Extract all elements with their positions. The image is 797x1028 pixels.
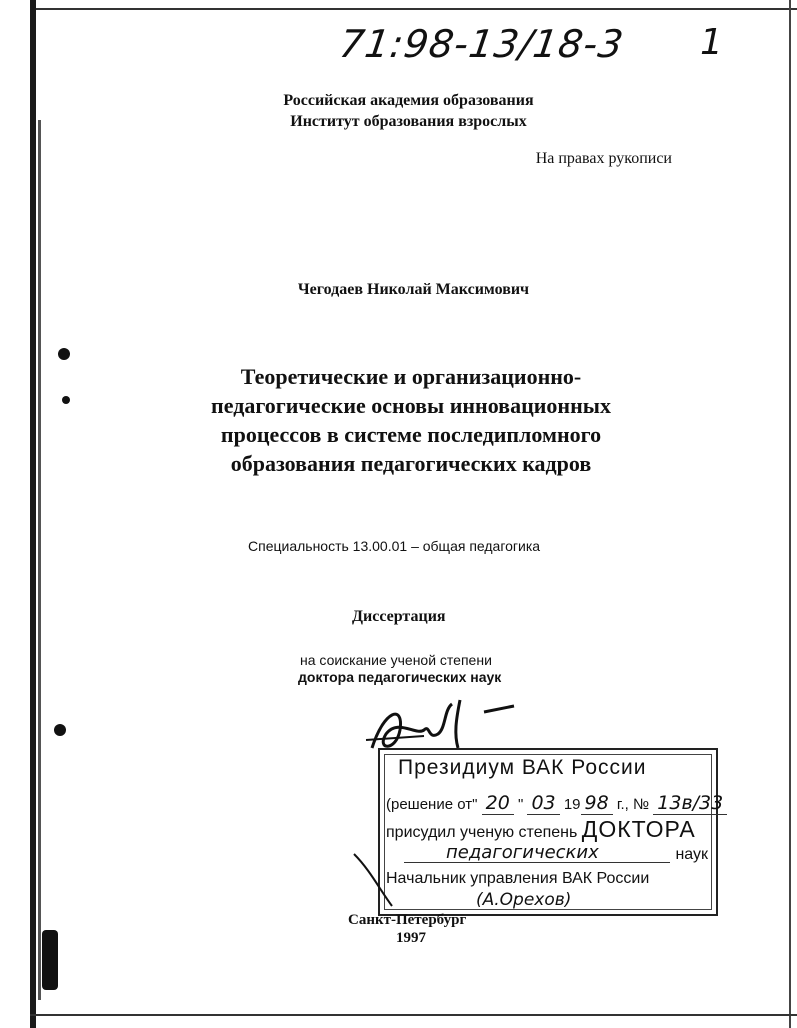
degree-line: на соискание ученой степени <box>300 652 492 668</box>
title-line: педагогические основы инновационных <box>211 393 611 418</box>
city: Санкт-Петербург <box>348 912 467 928</box>
stamp-head-signature: (А.Орехов) <box>476 890 572 910</box>
specialty: Специальность 13.00.01 – общая педагогика <box>248 538 541 554</box>
dissertation-title <box>0 362 797 478</box>
archive-number: 71:98-13/18-3 <box>336 22 627 66</box>
stamp-decision <box>386 792 727 815</box>
decision-day-sep: " <box>517 796 524 813</box>
title-line: Теоретические и организационно- <box>240 364 582 389</box>
decision-year-prefix: 19 <box>563 796 581 813</box>
scan-edge-top <box>30 8 797 10</box>
title-line: образования педагогических кадров <box>230 451 592 476</box>
scan-edge-bottom <box>30 1014 797 1016</box>
awarded-degree: ДОКТОРА <box>581 816 696 842</box>
decision-day: 20 <box>482 792 514 815</box>
author-name: Чегодаев Николай Максимович <box>297 281 530 298</box>
ink-blot <box>42 930 58 990</box>
scan-edge-left-shadow <box>38 120 41 1000</box>
science-handwritten: педагогических <box>446 842 599 863</box>
stamp-head-label: Начальник управления ВАК России <box>386 870 650 887</box>
academy-name: Российская академия образования <box>283 92 534 109</box>
work-type: Диссертация <box>352 608 446 625</box>
year: 1997 <box>396 930 426 946</box>
scan-edge-left <box>30 0 36 1028</box>
science-word: наук <box>675 846 708 863</box>
ink-blot <box>54 724 66 736</box>
scan-edge-right <box>789 0 791 1028</box>
decision-year: 98 <box>581 792 613 815</box>
rights-note: На правах рукописи <box>535 150 672 167</box>
decision-month: 03 <box>527 792 559 815</box>
stamp-science <box>386 844 712 868</box>
degree-line: доктора педагогических наук <box>298 669 502 685</box>
institute-name: Институт образования взрослых <box>290 113 527 130</box>
stamp-title: Президиум ВАК России <box>398 756 647 779</box>
decision-year-sep: г., № <box>616 796 650 813</box>
ink-blot <box>58 348 70 360</box>
sheet-number: 1 <box>700 22 723 63</box>
decision-prefix: (решение от" <box>386 796 478 813</box>
pen-mark <box>350 850 430 910</box>
title-line: процессов в системе последипломного <box>220 422 602 447</box>
decision-number: 13в/33 <box>653 792 727 815</box>
stamp-awarded <box>386 816 696 843</box>
awarded-prefix: присудил ученую степень <box>386 824 578 841</box>
